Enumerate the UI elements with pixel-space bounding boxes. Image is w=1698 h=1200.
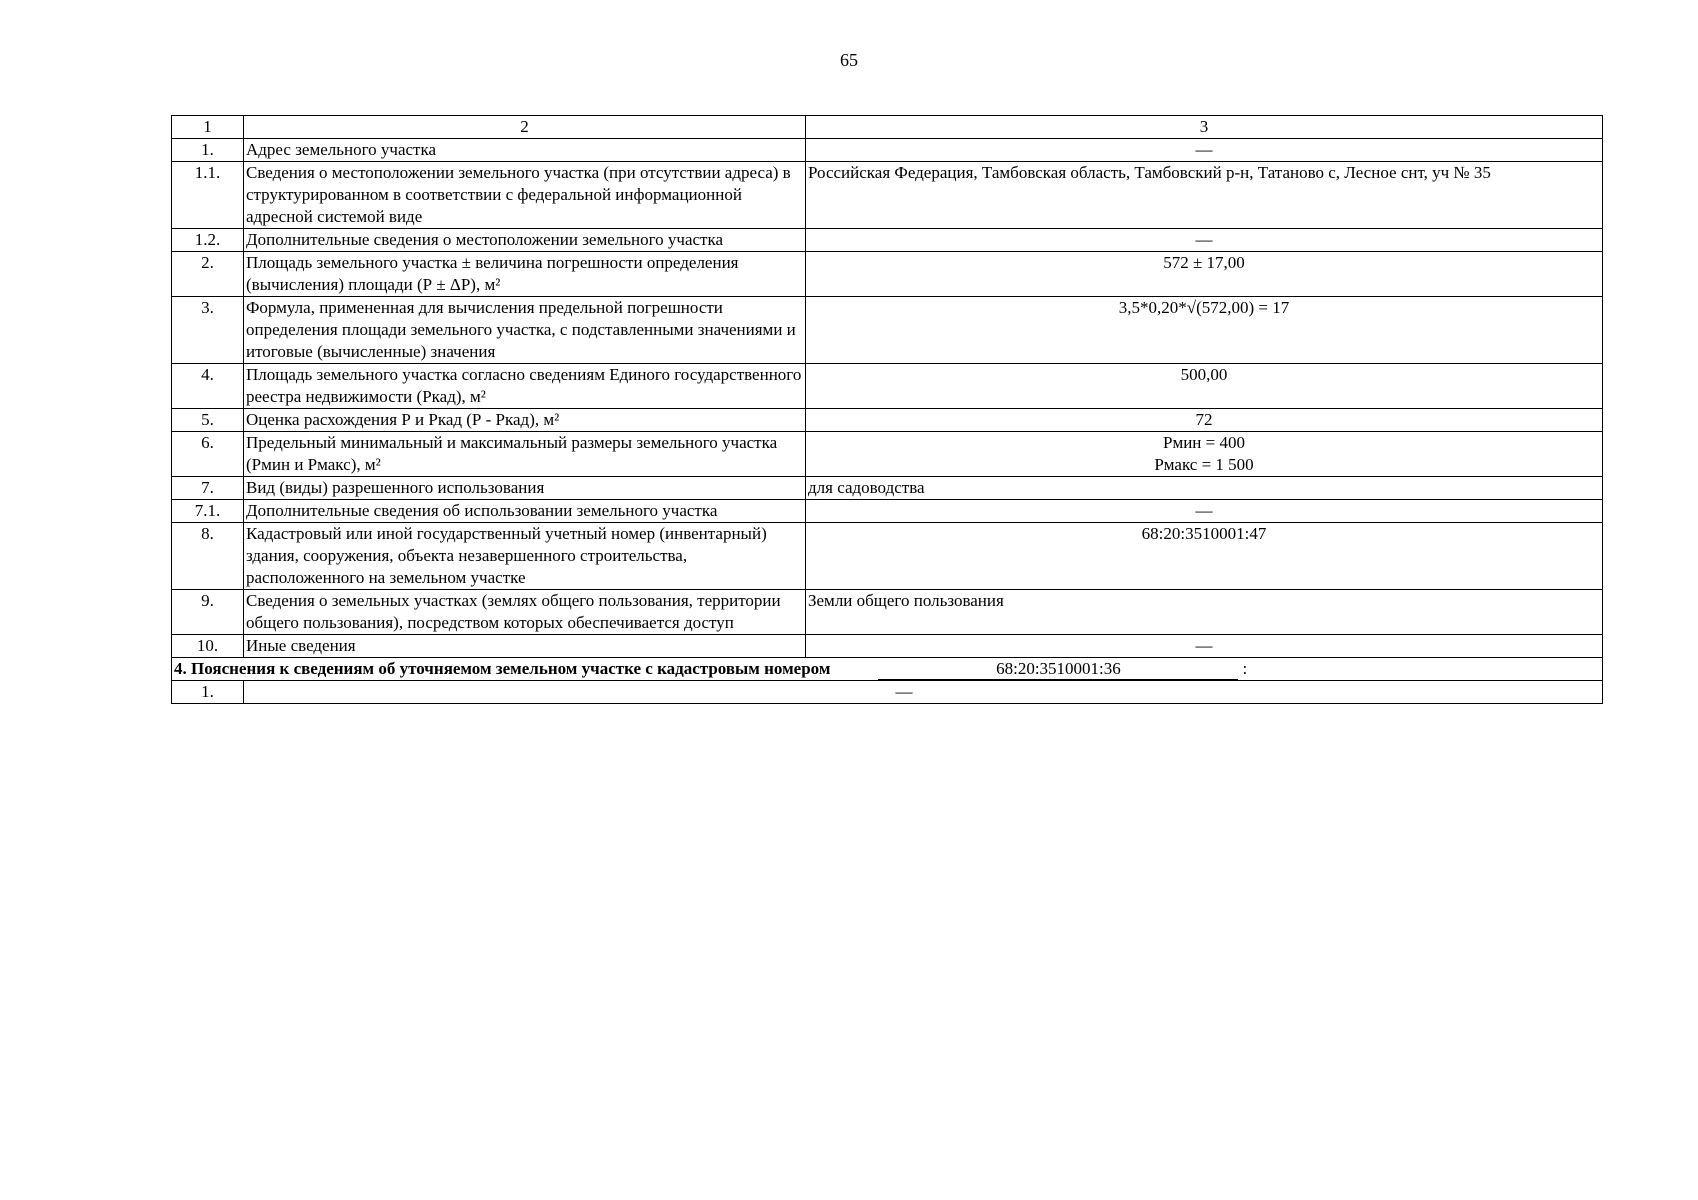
header-col-3: 3	[806, 116, 1603, 139]
row-label: Дополнительные сведения об использовании земельного участка	[244, 500, 806, 523]
row-value: —	[806, 500, 1603, 523]
cadastral-number: 68:20:3510001:36	[878, 659, 1238, 680]
row-number: 1.	[172, 681, 244, 704]
row-value: 500,00	[806, 364, 1603, 409]
row-value: —	[806, 139, 1603, 162]
row-value: —	[806, 635, 1603, 658]
table-row	[172, 409, 1603, 432]
row-label: Дополнительные сведения о местоположении земельного участка	[244, 229, 806, 252]
section-title: 4. Пояснения к сведениям об уточняемом земельном участке с кадастровым номером	[174, 659, 831, 678]
section-4-header	[172, 658, 1603, 681]
row-number: 10.	[172, 635, 244, 658]
row-value: 72	[806, 409, 1603, 432]
table-row	[172, 523, 1603, 590]
row-value: —	[806, 229, 1603, 252]
table-row	[172, 432, 1603, 477]
row-number: 1.2.	[172, 229, 244, 252]
row-value: —	[244, 681, 1603, 704]
row-value: 572 ± 17,00	[806, 252, 1603, 297]
row-value: Рмин = 400 Рмакс = 1 500	[806, 432, 1603, 477]
header-col-2: 2	[244, 116, 806, 139]
table-row	[172, 477, 1603, 500]
page-number: 65	[840, 50, 858, 70]
row-number: 7.1.	[172, 500, 244, 523]
row-number: 5.	[172, 409, 244, 432]
row-label: Предельный минимальный и максимальный размеры земельного участка (Рмин и Рмакс), м²	[244, 432, 806, 477]
row-label: Вид (виды) разрешенного использования	[244, 477, 806, 500]
row-number: 8.	[172, 523, 244, 590]
header-col-1: 1	[172, 116, 244, 139]
row-label: Площадь земельного участка согласно сведениям Единого государственного реестра недвижимости (Ркад), м²	[244, 364, 806, 409]
row-number: 1.	[172, 139, 244, 162]
table-row	[172, 162, 1603, 229]
table-row	[172, 590, 1603, 635]
section-suffix: :	[1242, 659, 1248, 678]
row-number: 2.	[172, 252, 244, 297]
row-number: 6.	[172, 432, 244, 477]
row-number: 7.	[172, 477, 244, 500]
row-label: Оценка расхождения Р и Ркад (Р - Ркад), м²	[244, 409, 806, 432]
row-number: 1.1.	[172, 162, 244, 229]
row-value: Российская Федерация, Тамбовская область, Тамбовский р-н, Татаново с, Лесное снт, уч № 35	[806, 162, 1603, 229]
table-row	[172, 364, 1603, 409]
header-row	[172, 116, 1603, 139]
row-value: 3,5*0,20*√(572,00) = 17	[806, 297, 1603, 364]
table-row	[172, 139, 1603, 162]
row-number: 3.	[172, 297, 244, 364]
table-row	[172, 229, 1603, 252]
row-label: Сведения о земельных участках (землях общего пользования, территории общего пользования), посредством которых обеспечивается доступ	[244, 590, 806, 635]
row-label: Адрес земельного участка	[244, 139, 806, 162]
table-row	[172, 252, 1603, 297]
row-label: Кадастровый или иной государственный учетный номер (инвентарный) здания, сооружения, объекта незавершенного строительства, расположенного на земельном участке	[244, 523, 806, 590]
table-row	[172, 635, 1603, 658]
row-value: 68:20:3510001:47	[806, 523, 1603, 590]
row-number: 9.	[172, 590, 244, 635]
section-4-row	[172, 681, 1603, 704]
parcel-info-table	[171, 115, 1603, 704]
row-label: Иные сведения	[244, 635, 806, 658]
row-number: 4.	[172, 364, 244, 409]
row-value: для садоводства	[806, 477, 1603, 500]
row-label: Площадь земельного участка ± величина погрешности определения (вычисления) площади (Р ± ΔР), м²	[244, 252, 806, 297]
row-value: Земли общего пользования	[806, 590, 1603, 635]
table-row	[172, 297, 1603, 364]
row-label: Сведения о местоположении земельного участка (при отсутствии адреса) в структурированном в соответствии с федеральной информационной адресной системой виде	[244, 162, 806, 229]
table-row	[172, 500, 1603, 523]
row-label: Формула, примененная для вычисления предельной погрешности определения площади земельного участка, с подставленными значениями и итоговые (вычисленные) значения	[244, 297, 806, 364]
